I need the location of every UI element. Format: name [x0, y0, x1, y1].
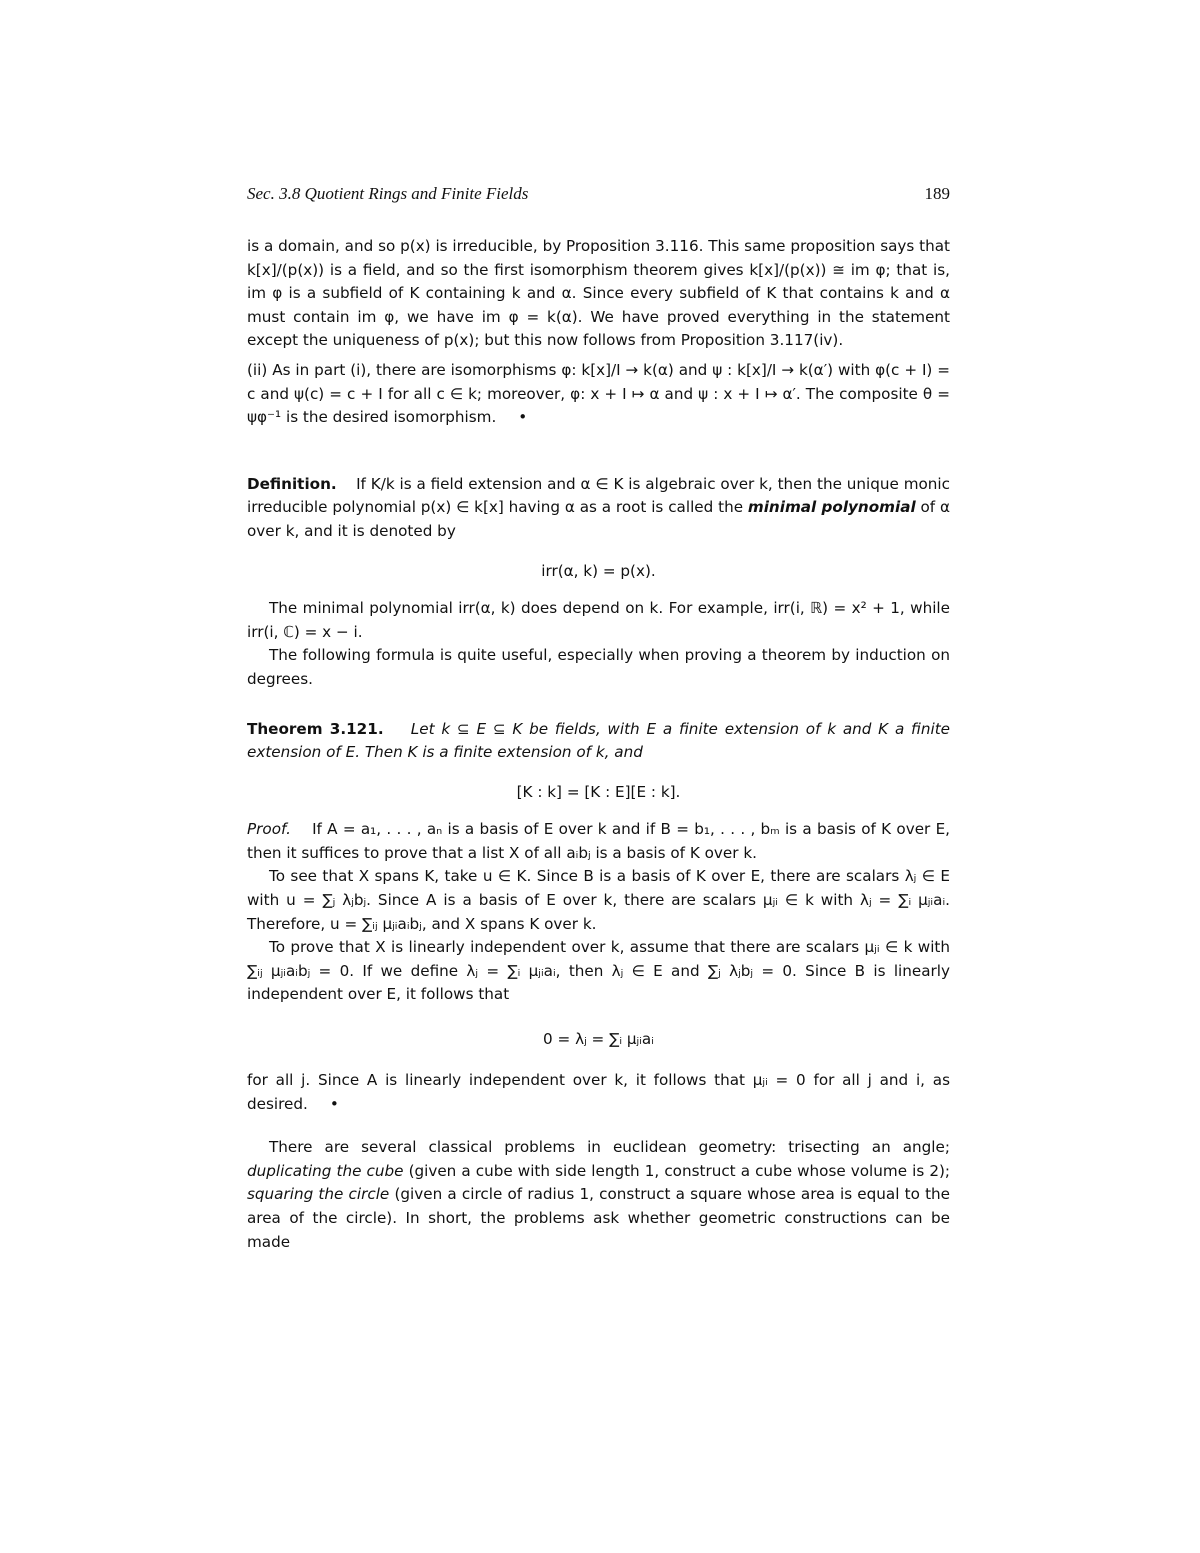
page-body: [247, 235, 950, 1254]
theorem-display-equation: [K : k] = [K : E][E : k].: [516, 782, 681, 801]
definition-display-equation: irr(α, k) = p(x).: [541, 561, 656, 580]
theorem-statement: Let k ⊆ E ⊆ K be fields, with E a finite extension of k and K a finite extension of E. Then K is a finite extension of k, and: [247, 719, 950, 762]
paragraph-proof-continuation: is a domain, and so p(x) is irreducible, by Proposition 3.116. This same proposition says that k[x]/(p(x)) is a field, and so the first isomorphism theorem gives k[x]/(p(x)) ≅ im φ; that is, im φ is a subfield of K containing k and α. Since every subfield of K that contains k and α must contain im φ, we have im φ = k(α). We have proved everything in the statement except the uniqueness of p(x); but this now follows from Proposition 3.117(iv).: [247, 237, 950, 350]
theorem-block: [247, 718, 950, 765]
definition-text-a: If K/k is a field extension and α ∈ K is algebraic over k, then the unique monic irreducible polynomial p(x) ∈ k[x] having α as a root is called the: [247, 474, 950, 517]
definition-text-b: of α over k, and it is denoted by: [247, 498, 951, 540]
proof-display-equation: 0 = λⱼ = ∑ᵢ μⱼᵢaᵢ: [543, 1030, 654, 1049]
part-ii-text: (ii) As in part (i), there are isomorphisms φ: k[x]/I → k(α) and ψ : k[x]/I → k(α′) with φ(c + I) = c and ψ(c) = c + I for all c ∈ k; moreover, φ: x + I ↦ α and ψ : x + I ↦ α′. The composite θ = ψφ⁻¹ is the desired isomorphism.: [247, 360, 950, 427]
section-title: Sec. 3.8 Quotient Rings and Finite Fields: [247, 184, 529, 203]
proof-label: Proof.: [247, 820, 291, 839]
definition-label: Definition.: [247, 474, 337, 493]
proof-paragraph-3: To prove that X is linearly independent over k, assume that there are scalars μⱼᵢ ∈ k with ∑ᵢⱼ μⱼᵢaᵢbⱼ = 0. If we define λⱼ = ∑ᵢ μⱼᵢaᵢ, then λⱼ ∈ E and ∑ⱼ λⱼbⱼ = 0. Since B is linearly independent over E, it follows that: [247, 938, 950, 1004]
qed-marker-2: •: [329, 1094, 339, 1113]
proof-text-1: If A = a₁, . . . , aₙ is a basis of E over k and if B = b₁, . . . , bₘ is a basis of K over E, then it suffices to prove that a list X of all aᵢbⱼ is a basis of K over k.: [247, 820, 950, 862]
qed-marker: •: [518, 408, 528, 427]
proof-paragraph-1: [247, 818, 950, 865]
page-number: 189: [924, 184, 950, 203]
definition-block: [247, 473, 950, 544]
definition-term: minimal polynomial: [747, 498, 916, 517]
proof-paragraph-4: [247, 1069, 950, 1116]
paragraph-classical-problems: [247, 1136, 950, 1254]
classical-text-a: There are several classical problems in euclidean geometry: trisecting an angle;: [269, 1138, 950, 1157]
classical-text-b: (given a cube with side length 1, construct a cube whose volume is 2);: [408, 1161, 951, 1180]
proof-text-4: for all j. Since A is linearly independent over k, it follows that μⱼᵢ = 0 for all j and i, as desired.: [247, 1071, 950, 1113]
term-duplicating-cube: duplicating the cube: [247, 1161, 404, 1180]
theorem-label: Theorem 3.121.: [247, 719, 384, 738]
paragraph-formula-intro: The following formula is quite useful, especially when proving a theorem by induction on degrees.: [247, 646, 950, 688]
running-header: [247, 184, 950, 210]
term-squaring-circle: squaring the circle: [247, 1185, 390, 1204]
paragraph-minimal-polynomial-example: The minimal polynomial irr(α, k) does depend on k. For example, irr(i, ℝ) = x² + 1, while irr(i, ℂ) = x − i.: [247, 599, 950, 641]
paragraph-proof-part-ii: [247, 359, 950, 430]
proof-paragraph-2: To see that X spans K, take u ∈ K. Since B is a basis of K over E, there are scalars λⱼ ∈ E with u = ∑ⱼ λⱼbⱼ. Since A is a basis of E over k, there are scalars μⱼᵢ ∈ k with λⱼ = ∑ᵢ μⱼᵢaᵢ. Therefore, u = ∑ᵢⱼ μⱼᵢaᵢbⱼ, and X spans K over k.: [247, 867, 950, 933]
classical-text-c: (given a circle of radius 1, construct a square whose area is equal to the area of the circle). In short, the problems ask whether geometric constructions can be made: [247, 1185, 950, 1251]
